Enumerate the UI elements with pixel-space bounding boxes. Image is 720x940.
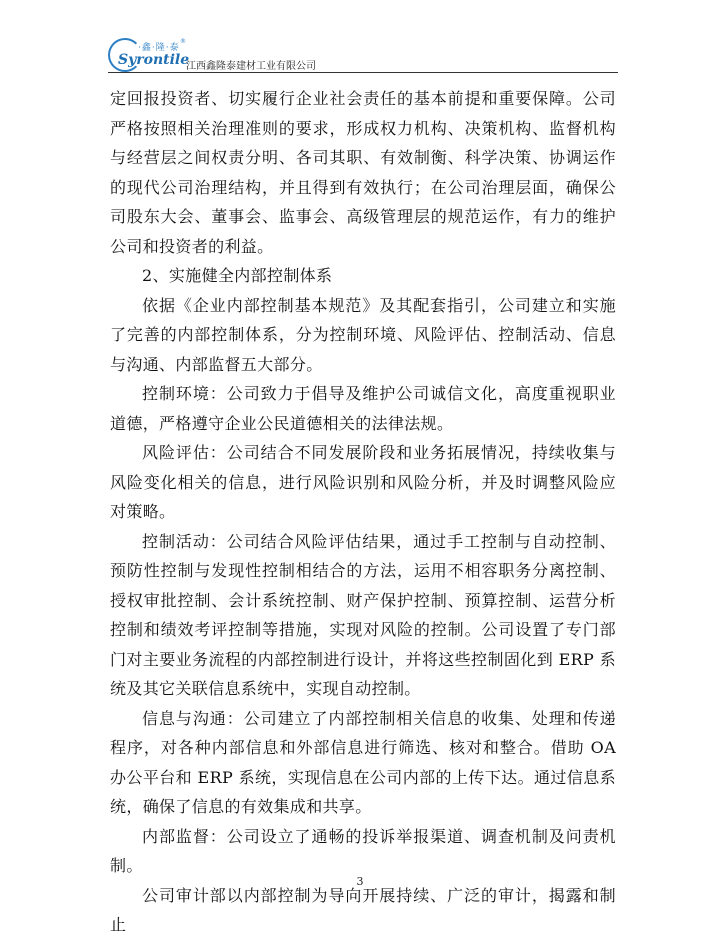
- paragraph-information-communication: 信息与沟通：公司建立了内部控制相关信息的收集、处理和传递程序，对各种内部信息和外部信息进行筛选、核对和整合。借助 OA 办公平台和 ERP 系统，实现信息在公司内部的上传下达。通过信息系统，确保了信息的有效集成和共享。: [110, 708, 616, 816]
- paragraph-control-environment: 控制环境：公司致力于倡导及维护公司诚信文化，高度重视职业道德，严格遵守企业公民道德相关的法律法规。: [110, 384, 616, 433]
- paragraph-audit: 公司审计部以内部控制为导向开展持续、广泛的审计，揭露和制止: [110, 885, 616, 934]
- company-name: 江西鑫隆泰建材工业有限公司: [186, 61, 316, 72]
- header-divider: [108, 72, 618, 73]
- logo-chinese-text: ·鑫·隆·泰: [138, 43, 180, 53]
- company-logo: [108, 38, 192, 70]
- page-number: 3: [356, 875, 364, 888]
- paragraph-internal-control-basis: 依据《企业内部控制基本规范》及其配套指引，公司建立和实施了完善的内部控制体系，分为控制环境、风险评估、控制活动、信息与沟通、内部监督五大部分。: [110, 295, 616, 374]
- registered-mark: ®: [180, 38, 186, 45]
- logo-wordmark: Syrontile: [118, 52, 190, 68]
- paragraph-control-activities: 控制活动：公司结合风险评估结果，通过手工控制与自动控制、预防性控制与发现性控制相结合的方法，运用不相容职务分离控制、授权审批控制、会计系统控制、财产保护控制、预算控制、运营分析控制和绩效考评控制等措施，实现对风险的控制。公司设置了专门部门对主要业务流程的内部控制进行设计，并将这些控制固化到 ERP 系统及其它关联信息系统中，实现自动控制。: [110, 531, 616, 698]
- paragraph-internal-supervision: 内部监督：公司设立了通畅的投诉举报渠道、调查机制及问责机制。: [110, 826, 616, 875]
- paragraph-continuation: 定回报投资者、切实履行企业社会责任的基本前提和重要保障。公司严格按照相关治理准则的要求，形成权力机构、决策机构、监督机构与经营层之间权责分明、各司其职、有效制衡、科学决策、协调运作的现代公司治理结构，并且得到有效执行；在公司治理层面，确保公司股东大会、董事会、监事会、高级管理层的规范运作，有力的维护公司和投资者的利益。: [110, 89, 616, 256]
- document-body: [110, 84, 616, 940]
- page-header: [108, 34, 618, 74]
- paragraph-risk-assessment: 风险评估：公司结合不同发展阶段和业务拓展情况，持续收集与风险变化相关的信息，进行风险识别和风险分析，并及时调整风险应对策略。: [110, 443, 616, 521]
- section-heading: 2、实施健全内部控制体系: [142, 266, 333, 285]
